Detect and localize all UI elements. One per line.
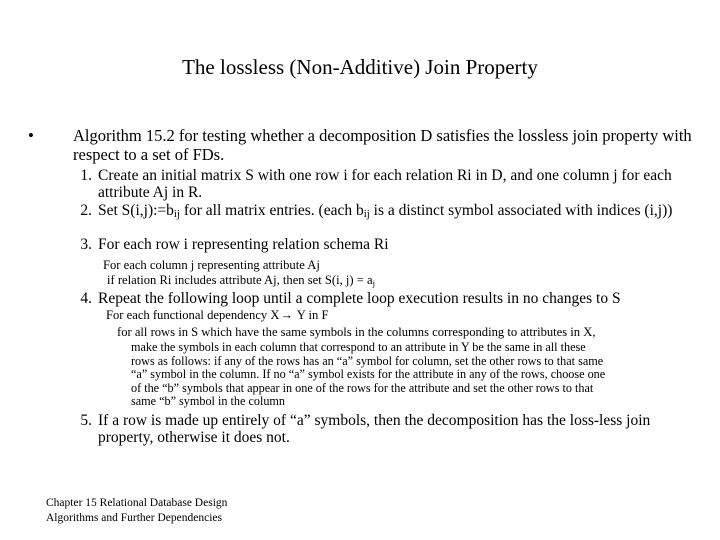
step-4-paragraph-line: make the symbols in each column that correspond to an attribute in Y be the same in all these [131,340,586,354]
slide-title: The lossless (Non-Additive) Join Property [182,55,538,79]
step-4-paragraph-line: “a” symbol in the column. If no “a” symbol exists for the attribute in any of the rows, choose one [131,367,606,381]
step-4-paragraph-line: of the “b” symbols that appear in one of the rows for the attribute and set the other rows to that [131,380,594,395]
step-2-number: 2. [80,202,92,219]
step-3-text: For each row i representing relation schema Ri [98,236,389,253]
step-2-text: Set $S(i,j):=b_{ij}$ for all matrix entries. (each $b_{ij}$ is a distinct symbol associated with indices (i,j)) [98,202,673,221]
step-4-paragraph [131,341,711,409]
step-1-number: 1. [80,167,92,184]
step-5 [70,412,700,448]
right-arrow-icon: → [280,308,294,322]
step-2 [70,202,700,238]
step-4-paragraph-line: rows as follows: if any of the rows has an “a” symbol for column, set the other rows to that same [131,353,604,368]
step-5-text: If a row is made up entirely of “a” symbols, then the decomposition has the loss-less join property, otherwise it does not. [98,412,651,446]
footer-line-2: Algorithms and Further Dependencies [46,512,222,524]
intro-text: Algorithm 15.2 for testing whether a decomposition D satisfies the lossless join property with respect to a set of FDs. [73,126,692,164]
step-3-sub-1: For each column j representing attribute Aj [103,258,320,272]
step-5-number: 5. [80,412,92,429]
step-4 [70,290,700,308]
step-3 [70,236,700,254]
step-4-sub-1: For each functional dependency X→ Y in F [106,308,329,322]
step-3-number: 3. [80,236,92,253]
step-4-text: Repeat the following loop until a complete loop execution results in no changes to S [98,290,621,307]
step-4-number: 4. [80,290,92,307]
footer [46,496,227,526]
step-4-paragraph-line: same “b” symbol in the column [131,394,286,408]
step-1-text: Create an initial matrix S with one row i for each relation Ri in D, and one column j for each attribute Aj in R. [98,167,672,201]
footer-line-1: Chapter 15 Relational Database Design [46,497,228,509]
bullet-marker: • [28,126,34,145]
step-3-sub-2: if relation Ri includes attribute Aj, then set S(i, $j) = a_j$ [107,273,376,288]
step-4-sub-2: for all rows in S which have the same symbols in the columns corresponding to attributes in X, [117,325,596,339]
step-1 [70,167,700,203]
